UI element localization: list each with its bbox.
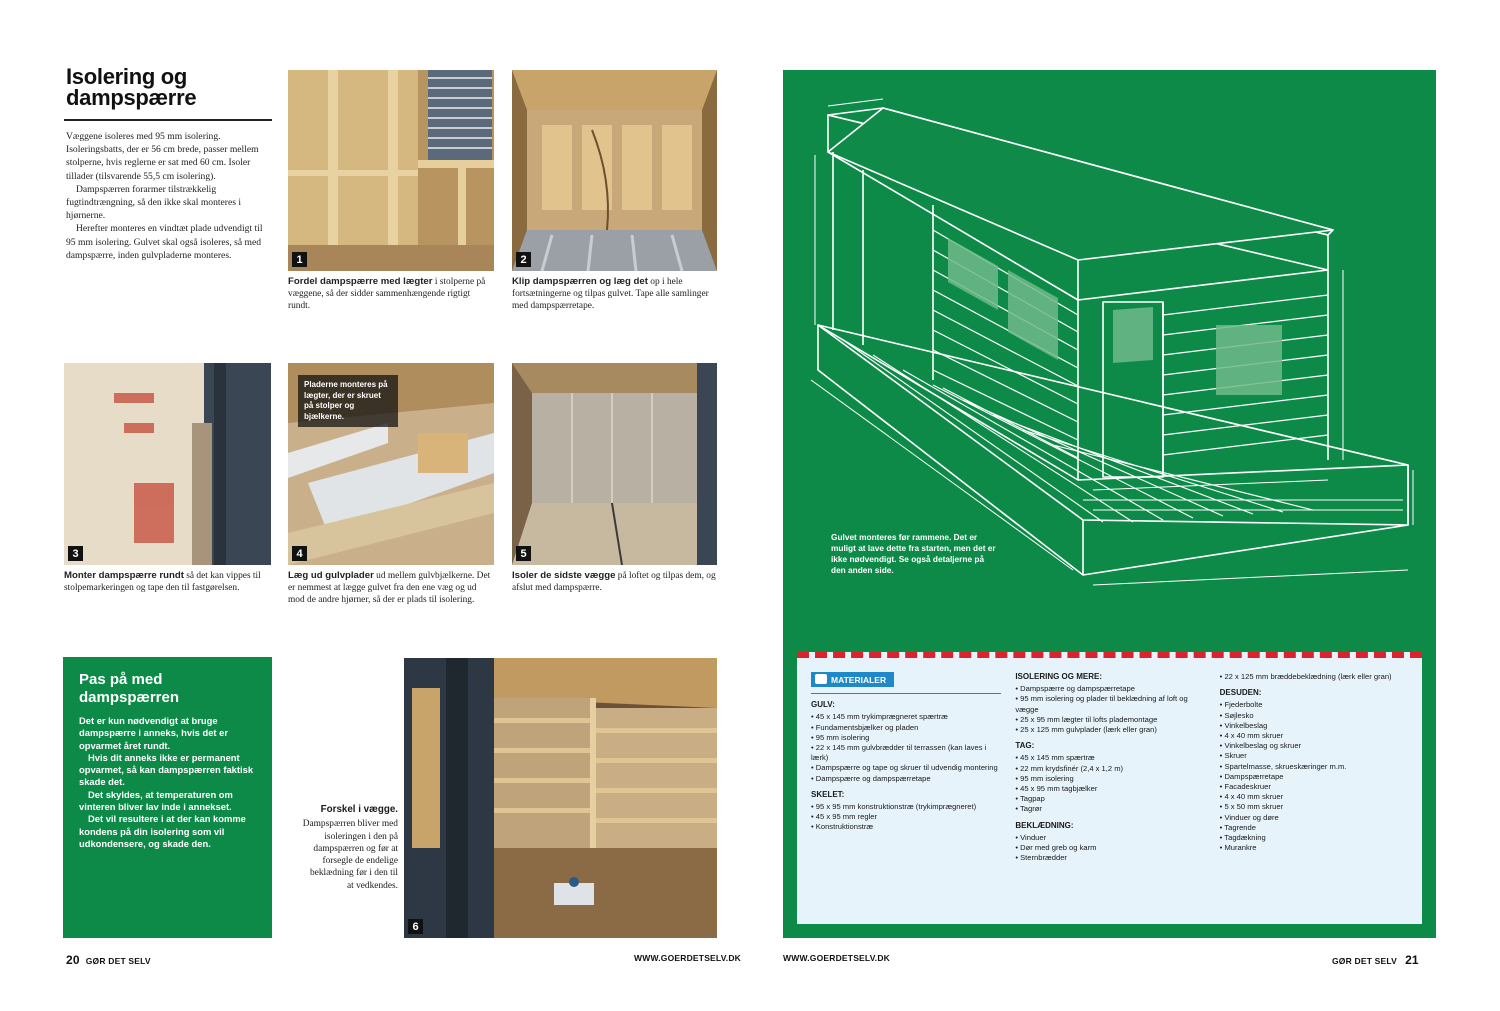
- step-1-caption: [288, 276, 494, 313]
- drawing-note: Gulvet monteres før rammene. Det er muligt at lave dette fra starten, men det er ikke nødvendigt. Se også detaljerne på den anden side.: [831, 532, 996, 575]
- group-list: [1220, 700, 1410, 853]
- list-item: • 45 x 95 mm regler: [811, 812, 1001, 822]
- magazine-name: GØR DET SELV: [85, 956, 151, 966]
- list-item: • 45 x 145 mm spærtræ: [1015, 753, 1205, 763]
- list-item: • 4 x 40 mm skruer: [1220, 792, 1410, 802]
- list-icon: [815, 674, 827, 684]
- list-item: • Dampspærre og dampspærretape: [1015, 684, 1205, 694]
- intro-paragraph: Væggene isoleres med 95 mm isolering. Isoleringsbatts, der er 56 cm brede, passer mellem stolperne, hvis reglerne er sat med 60 cm. Isoler tillader (tilsvarende 55,5 cm isolering).: [66, 131, 259, 182]
- list-item: • Vinkelbeslag: [1220, 721, 1410, 731]
- list-item: • Fjederbolte: [1220, 700, 1410, 710]
- intro-paragraph: Herefter monteres en vindtæt plade udvendigt til 95 mm isolering. Gulvet skal også isoleres, så med dampspærre, inden gulvpladerne monteres.: [66, 223, 263, 261]
- group-heading: TAG:: [1015, 741, 1035, 751]
- plan-panel: [783, 70, 1436, 938]
- list-item: • 4 x 40 mm skruer: [1220, 731, 1410, 741]
- list-item: • Facadeskruer: [1220, 782, 1410, 792]
- footer-url-right: WWW.GOERDETSELV.DK: [783, 953, 891, 963]
- caption-text: Dampspærren bliver med isoleringen i den på dampspærren og før at forsegle de endelige beklædning før i den til at vedkendes.: [302, 819, 398, 891]
- group-heading: ISOLERING OG MERE:: [1015, 672, 1102, 681]
- caption-text: så det kan vippes til stolpemarkeringen og tape den til fastgørelsen.: [64, 571, 261, 594]
- materials-column: [1220, 672, 1410, 914]
- step-2-caption: [512, 276, 717, 313]
- list-item: • 95 x 95 mm konstruktionstræ (trykimprægneret): [811, 802, 1001, 812]
- step-number: 5: [516, 546, 531, 561]
- step-4-caption: [288, 570, 494, 607]
- materials-badge: [811, 672, 894, 687]
- caption-text: på loftet og tilpas dem, og afslut med dampspærre.: [512, 571, 716, 594]
- list-item: • Skruer: [1220, 751, 1410, 761]
- group-heading: DESUDEN:: [1219, 688, 1262, 698]
- tip-box: [63, 657, 272, 938]
- list-item: • Fundamentsbjælker og pladen: [811, 723, 1001, 733]
- caption-bold: Monter dampspærre rundt: [64, 570, 184, 581]
- group-heading: SKELET:: [811, 789, 845, 799]
- step-5-caption: [512, 570, 717, 594]
- list-item: • 22 mm krydsfinér (2,4 x 1,2 m): [1015, 764, 1205, 774]
- tip-paragraph: Hvis dit anneks ikke er permanent opvarmet, så kan dampspærren faktisk skade det.: [79, 751, 254, 788]
- group-list: [811, 712, 1001, 783]
- footer-url: WWW.GOERDETSELV.DK: [634, 953, 742, 963]
- step-number: 3: [68, 546, 83, 561]
- list-item: • 25 x 125 mm gulvplader (lærk eller gran): [1015, 725, 1205, 735]
- step-3-caption: [64, 570, 271, 594]
- list-item: • 95 mm isolering og plader til beklædning af loft og vægge: [1015, 694, 1205, 714]
- group-list: [1015, 833, 1205, 864]
- list-item: • Sternbrædder: [1015, 853, 1205, 863]
- step-number: 6: [408, 919, 423, 934]
- list-item: • Spartelmasse, skrueskæringer m.m.: [1220, 762, 1410, 772]
- tip-paragraph: Det skyldes, at temperaturen om vinteren bliver lav inde i annekset.: [79, 788, 233, 813]
- tip-paragraph: Det vil resultere i at der kan komme kondens på din isolering som vil udkondensere, og skade den.: [79, 813, 246, 849]
- page-footer-left: [66, 953, 151, 967]
- step-5-photo: [512, 363, 717, 565]
- materials-column: [1015, 672, 1205, 914]
- caption-bold: Fordel dampspærre med lægter: [288, 276, 433, 287]
- group-list: [1015, 753, 1205, 814]
- tip-paragraph: Det er kun nødvendigt at bruge dampspærre i anneks, hvis det er opvarmet året rundt.: [79, 715, 229, 751]
- list-item: • 25 x 95 mm lægter til lofts plademontage: [1015, 715, 1205, 725]
- list-item: • Dampspærre og dampspærretape: [811, 774, 1001, 784]
- intro-paragraph: Dampspærren forarmer tilstrækkelig fugtindtrængning, så den ikke skal monteres i hjørnerne.: [66, 183, 242, 222]
- caption-text: op i hele fortsætningerne og tilpas gulvet. Tape alle samlinger med dampspærretape.: [512, 277, 709, 312]
- photo-note: Pladerne monteres på lægter, der er skruet på stolper og bjælkerne.: [298, 375, 398, 427]
- list-item: • Vinduer: [1015, 833, 1205, 843]
- group-heading: BEKLÆDNING:: [1015, 820, 1074, 830]
- intro-text: [66, 130, 272, 262]
- step-3-photo: [64, 363, 271, 565]
- page-number: 21: [1405, 953, 1419, 967]
- step-number: 4: [292, 546, 307, 561]
- materials-title: MATERIALER: [831, 675, 887, 685]
- caption-bold: Isoler de sidste vægge: [512, 570, 616, 581]
- list-item: • Dør med greb og karm: [1015, 843, 1205, 853]
- caption-text: ud mellem gulvbjælkerne. Det er nemmest at lægge gulvet fra den ene væg og ud mod de andre hjørner, så der er plads til isolering.: [288, 571, 491, 606]
- list-item: • 45 x 145 mm trykimprægneret spærtræ: [811, 712, 1001, 722]
- list-item: • Konstruktionstræ: [811, 822, 1001, 832]
- list-item: • Dampspærretape: [1220, 772, 1410, 782]
- magazine-name: GØR DET SELV: [1332, 956, 1398, 966]
- article-title: Isolering og dampspærre: [66, 64, 197, 110]
- group-heading: GULV:: [811, 700, 835, 710]
- step-6-photo: [404, 658, 717, 938]
- step-6-caption: [302, 804, 398, 892]
- list-item: • 45 x 95 mm tagbjælker: [1015, 784, 1205, 794]
- caption-bold: Forskel i vægge.: [320, 804, 398, 815]
- materials-list: [797, 652, 1422, 924]
- list-item: • Vinduer og døre: [1220, 813, 1410, 823]
- list-item: • 22 x 125 mm bræddebeklædning (lærk eller gran): [1220, 672, 1410, 682]
- step-4-photo: [288, 363, 494, 565]
- list-item: • Søjlesko: [1220, 711, 1410, 721]
- list-item: • 22 x 145 mm gulvbrædder til terrassen (kan laves i lærk): [811, 743, 1001, 763]
- list-item: • Tagpap: [1015, 794, 1205, 804]
- list-item: • Vinkelbeslag og skruer: [1220, 741, 1410, 751]
- title-divider: [64, 119, 272, 121]
- caption-bold: Klip dampspærren og læg det: [512, 276, 648, 287]
- tip-title: Pas på med dampspærren: [79, 671, 180, 706]
- list-item: • Tagdækning: [1220, 833, 1410, 843]
- caption-bold: Læg ud gulvplader: [288, 570, 374, 581]
- step-number: 2: [516, 252, 531, 267]
- list-item: • 95 mm isolering: [1015, 774, 1205, 784]
- list-item: • Murankre: [1220, 843, 1410, 853]
- step-number: 1: [292, 252, 307, 267]
- list-item: • 95 mm isolering: [811, 733, 1001, 743]
- step-2-photo: [512, 70, 717, 271]
- group-list: [811, 802, 1001, 833]
- materials-column: [811, 672, 1001, 914]
- list-item: • Tagrør: [1015, 804, 1205, 814]
- list-divider: [811, 693, 1001, 694]
- caption-text: i stolperne på væggene, så der sidder sammenhængende rigtigt rundt.: [288, 277, 486, 312]
- list-item: • Dampspærre og tape og skruer til udvendig montering: [811, 763, 1001, 773]
- step-1-photo: [288, 70, 494, 271]
- list-item: • 5 x 50 mm skruer: [1220, 802, 1410, 812]
- group-list: [1220, 672, 1410, 682]
- group-list: [1015, 684, 1205, 735]
- page-footer-right: [1332, 953, 1419, 967]
- list-item: • Tagrende: [1220, 823, 1410, 833]
- page-number: 20: [66, 953, 80, 967]
